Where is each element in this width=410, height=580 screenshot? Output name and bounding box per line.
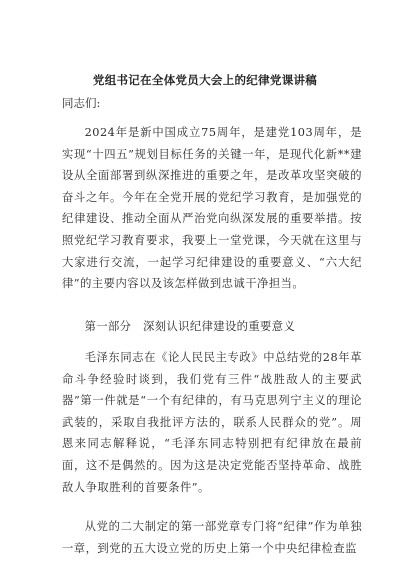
section-heading: 第一部分 深刻认识纪律建设的重要意义	[84, 320, 296, 333]
salutation: 同志们:	[62, 96, 101, 110]
paragraph-intro: 2024年是新中国成立75周年，是建党103周年，是实现“十四五”规划目标任务的关键一年，是现代化新**建设从全面部署到纵深推进的重要之年，是改革攻坚突破的奋斗之年。今年在全党开展的党纪学习教育，是加强党的纪律建设、推动全面从严治党向纵深发展的重要举措。按照党纪学习教育要求，我要上一堂党课，今天就在这里与大家进行交流，一起学习纪律建设的重要意义、“六大纪律”的主要内容以及该怎样做到忠诚干净担当。	[62, 126, 362, 291]
paragraph-constitution: 从党的二大制定的第一部党章专门将“纪律”作为单独一章，到党的五大设立党的历史上第一个中央纪律检查监	[62, 520, 362, 555]
document-title: 党组书记在全体党员大会上的纪律党课讲稿	[92, 73, 318, 87]
paragraph-mao: 毛泽东同志在《论人民民主专政》中总结党的28年革命斗争经验时谈到，我们党有三件“战胜敌人的主要武器”第一件就是“一个有纪律的，有马克思列宁主义的理论武装的，采取自我批评方法的，联系人民群众的党”。周恩来同志解释说，“毛泽东同志特别把有纪律放在最前面，这不是偶然的。因为这是决定党能否坚持革命、战胜敌人争取胜利的首要条件”。	[62, 351, 362, 494]
